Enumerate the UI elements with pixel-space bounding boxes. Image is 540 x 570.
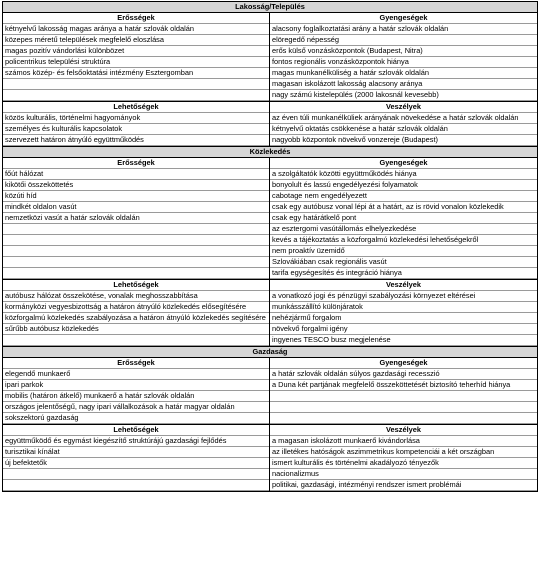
list-item: bonyolult és lassú engedélyezési folyamatok	[270, 180, 537, 191]
list-item: országos jelentőségű, nagy ipari vállalkozások a határ magyar oldalán	[3, 402, 269, 413]
right-column	[270, 13, 537, 101]
list-item: mindkét oldalon vasút	[3, 202, 269, 213]
list-item: a Duna két partjának megfelelő összeköttetését biztosító teherhíd hiánya	[270, 380, 537, 391]
list-item: főút hálózat	[3, 169, 269, 180]
section-title: Közlekedés	[3, 147, 537, 158]
left-column	[3, 158, 270, 279]
list-item: magas munkanélküliség a határ szlovák oldalán	[270, 68, 537, 79]
list-item: kétnyelvű lakosság magas aránya a határ szlovák oldalán	[3, 24, 269, 35]
swot-block	[3, 158, 537, 280]
section-title: Gazdaság	[3, 347, 537, 358]
empty-cell	[270, 402, 537, 413]
swot-table	[2, 1, 538, 492]
right-column-header: Gyengeségek	[270, 358, 537, 369]
empty-cell	[3, 480, 269, 491]
list-item: policentrikus települési struktúra	[3, 57, 269, 68]
list-item: közös kulturális, történelmi hagyományok	[3, 113, 269, 124]
right-column-header: Gyengeségek	[270, 158, 537, 169]
list-item: a szolgáltatók közötti együttműködés hiánya	[270, 169, 537, 180]
swot-block	[3, 280, 537, 347]
list-item: sokszektorú gazdaság	[3, 413, 269, 424]
right-column	[270, 102, 537, 146]
list-item: cabotage nem engedélyezett	[270, 191, 537, 202]
left-column	[3, 425, 270, 491]
empty-cell	[3, 257, 269, 268]
list-item: nehézjármű forgalom	[270, 313, 537, 324]
list-item: magasan iskolázott lakosság alacsony aránya	[270, 79, 537, 90]
list-item: nacionalizmus	[270, 469, 537, 480]
list-item: ismert kulturális és történelmi akadályozó tényezők	[270, 458, 537, 469]
list-item: Szlovákiában csak regionális vasút	[270, 257, 537, 268]
list-item: elegendő munkaerő	[3, 369, 269, 380]
right-column	[270, 425, 537, 491]
list-item: ingyenes TESCO busz megjelenése	[270, 335, 537, 346]
right-column-header: Gyengeségek	[270, 13, 537, 24]
empty-cell	[3, 335, 269, 346]
list-item: kevés a tájékoztatás a közforgalmú közlekedési lehetőségekről	[270, 235, 537, 246]
list-item: turisztikai kínálat	[3, 447, 269, 458]
list-item: a magasan iskolázott munkaerő kivándorlása	[270, 436, 537, 447]
list-item: közepes méretű települések megfelelő eloszlása	[3, 35, 269, 46]
empty-cell	[3, 90, 269, 101]
empty-cell	[3, 235, 269, 246]
list-item: számos közép- és felsőoktatási intézmény Esztergomban	[3, 68, 269, 79]
list-item: a határ szlovák oldalán súlyos gazdasági recesszió	[270, 369, 537, 380]
left-column-header: Lehetőségek	[3, 425, 269, 436]
empty-cell	[3, 469, 269, 480]
list-item: magas pozitív vándorlási különbözet	[3, 46, 269, 57]
left-column	[3, 358, 270, 424]
list-item: nem proaktív üzemidő	[270, 246, 537, 257]
empty-cell	[270, 391, 537, 402]
list-item: csak egy autóbusz vonal lépi át a határt, az is rövid vonalon közlekedik	[270, 202, 537, 213]
empty-cell	[270, 413, 537, 424]
swot-block	[3, 358, 537, 425]
list-item: új befektetők	[3, 458, 269, 469]
list-item: erős külső vonzásközpontok (Budapest, Nitra)	[270, 46, 537, 57]
list-item: növekvő forgalmi igény	[270, 324, 537, 335]
left-column-header: Erősségek	[3, 358, 269, 369]
empty-cell	[3, 79, 269, 90]
list-item: az esztergomi vasútállomás elhelyezkedése	[270, 224, 537, 235]
left-column	[3, 13, 270, 101]
list-item: az éven túli munkanélküliek arányának növekedése a határ szlovák oldalán	[270, 113, 537, 124]
list-item: fontos regionális vonzásközpontok hiánya	[270, 57, 537, 68]
list-item: kikötői összeköttetés	[3, 180, 269, 191]
list-item: szervezett határon átnyúló együttműködés	[3, 135, 269, 146]
list-item: csak egy határátkelő pont	[270, 213, 537, 224]
section-title: Lakosság/Település	[3, 2, 537, 13]
empty-cell	[3, 268, 269, 279]
swot-block	[3, 425, 537, 491]
list-item: az illetékes hatóságok aszimmetrikus kompetenciái a két országban	[270, 447, 537, 458]
list-item: autóbusz hálózat összekötése, vonalak meghosszabbítása	[3, 291, 269, 302]
right-column	[270, 280, 537, 346]
right-column	[270, 158, 537, 279]
list-item: közforgalmú közlekedés szabályozása a határon átnyúló közlekedés segítésére	[3, 313, 269, 324]
list-item: alacsony foglalkoztatási arány a határ szlovák oldalán	[270, 24, 537, 35]
right-column-header: Veszélyek	[270, 425, 537, 436]
list-item: nemzetközi vasút a határ szlovák oldalán	[3, 213, 269, 224]
left-column-header: Erősségek	[3, 158, 269, 169]
list-item: sűrűbb autóbusz közlekedés	[3, 324, 269, 335]
left-column	[3, 102, 270, 146]
list-item: politikai, gazdasági, intézményi rendszer ismert problémái	[270, 480, 537, 491]
list-item: ipari parkok	[3, 380, 269, 391]
right-column-header: Veszélyek	[270, 102, 537, 113]
right-column-header: Veszélyek	[270, 280, 537, 291]
list-item: közúti híd	[3, 191, 269, 202]
right-column	[270, 358, 537, 424]
left-column	[3, 280, 270, 346]
list-item: mobilis (határon átkelő) munkaerő a határ szlovák oldalán	[3, 391, 269, 402]
list-item: személyes és kulturális kapcsolatok	[3, 124, 269, 135]
left-column-header: Erősségek	[3, 13, 269, 24]
left-column-header: Lehetőségek	[3, 280, 269, 291]
list-item: kormányközi vegyesbizottság a határon átnyúló közlekedés elősegítésére	[3, 302, 269, 313]
list-item: nagy számú kistelepülés (2000 lakosnál kevesebb)	[270, 90, 537, 101]
empty-cell	[3, 246, 269, 257]
list-item: tarifa egységesítés és integráció hiánya	[270, 268, 537, 279]
empty-cell	[3, 224, 269, 235]
list-item: nagyobb központok növekvő vonzereje (Budapest)	[270, 135, 537, 146]
swot-block	[3, 13, 537, 102]
list-item: együttműködő és egymást kiegészítő struktúrájú gazdasági fejlődés	[3, 436, 269, 447]
list-item: kétnyelvű oktatás csökkenése a határ szlovák oldalán	[270, 124, 537, 135]
list-item: munkásszállító különjáratok	[270, 302, 537, 313]
list-item: a vonatkozó jogi és pénzügyi szabályozási környezet eltérései	[270, 291, 537, 302]
list-item: elöregedő népesség	[270, 35, 537, 46]
swot-block	[3, 102, 537, 147]
left-column-header: Lehetőségek	[3, 102, 269, 113]
